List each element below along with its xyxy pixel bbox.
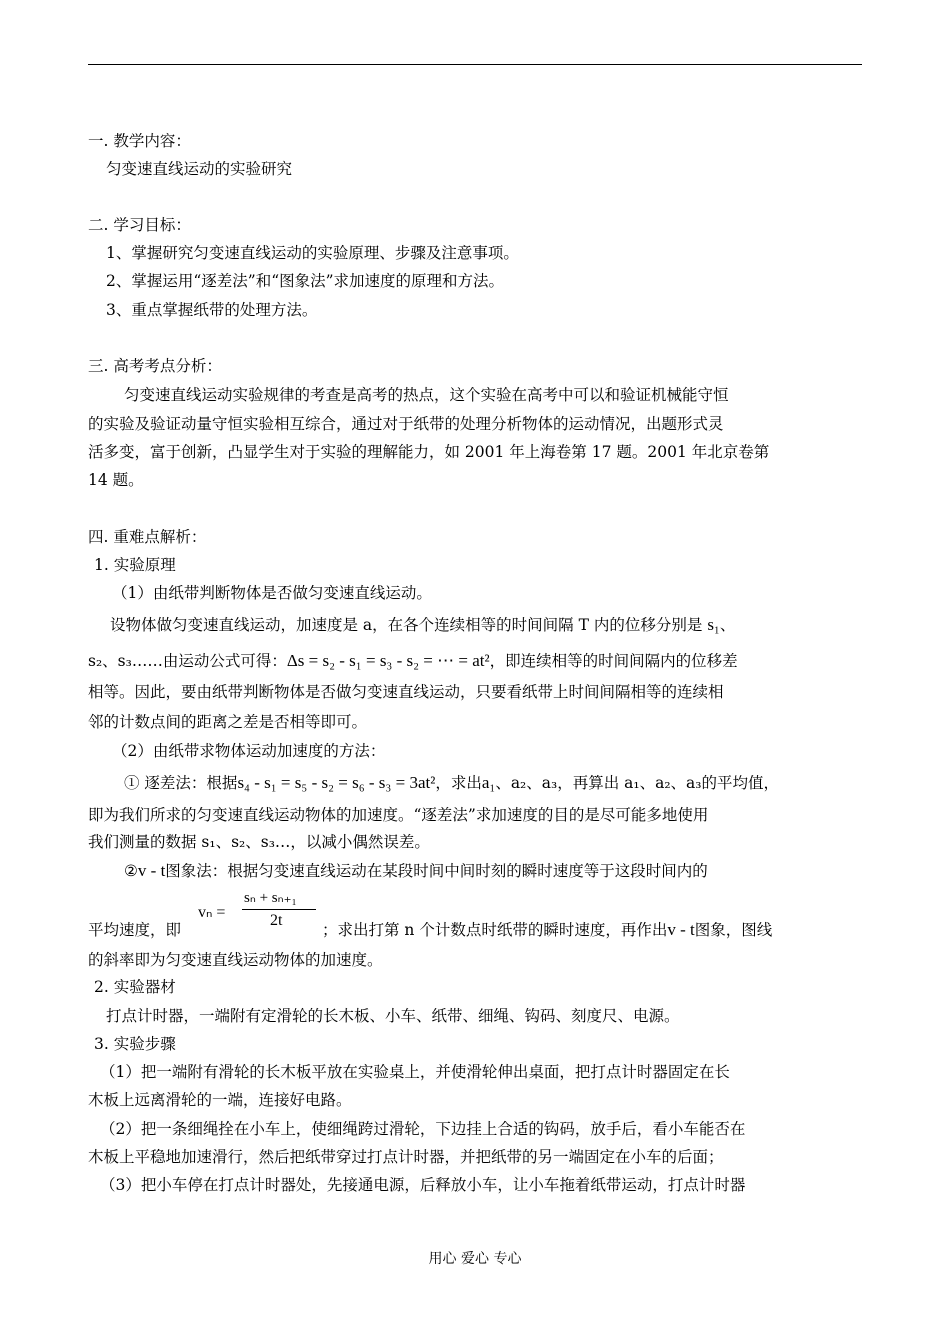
principle-line-1-end: 、 <box>719 616 736 634</box>
principle-sub-2: （2）由纸带求物体运动加速度的方法： <box>112 742 386 760</box>
step-line-3: （2）把一条细绳拴在小车上，使细绳跨过滑轮，下边挂上合适的钩码，放手后，看小车能否在 <box>100 1120 746 1138</box>
formula-vt: v - t <box>137 861 166 880</box>
method-2-line-2-start: 平均速度，即 <box>88 921 182 939</box>
analysis-line-2: 的实验及验证动量守恒实验相互综合，通过对于纸带的处理分析物体的运动情况，出题形式灵 <box>88 415 724 433</box>
step-line-4: 木板上平稳地加速滑行，然后把纸带穿过打点计时器，并把纸带的另一端固定在小车的后面； <box>88 1148 724 1166</box>
formula-vn-numerator: sₙ + sₙ₊₁ <box>244 890 297 906</box>
method-1-text-b: ，求出 <box>435 774 482 792</box>
section-2-heading: 二. 学习目标： <box>88 216 191 234</box>
principle-sub-1: （1）由纸带判断物体是否做匀变速直线运动。 <box>112 584 432 602</box>
principle-line-1-text: 设物体做匀变速直线运动，加速度是 a，在各个连续相等的时间间隔 T 内的位移分别是 <box>110 616 703 634</box>
method-1-label: ① 逐差法：根据 <box>124 774 238 792</box>
method-2-line-3: 的斜率即为匀变速直线运动物体的加速度。 <box>88 951 383 969</box>
section-3-heading: 三. 高考考点分析： <box>88 357 222 375</box>
principle-line-2-end: ，即连续相等的时间间隔内的位移差 <box>489 652 738 670</box>
step-line-5: （3）把小车停在打点计时器处，先接通电源，后释放小车，让小车拖着纸带运动，打点计时器 <box>100 1176 746 1194</box>
formula-vt-2: v - t <box>667 920 695 939</box>
formula-a1: a₁ <box>481 773 496 792</box>
formula-s1: s₁ <box>707 615 720 634</box>
goal-item-3: 3、重点掌握纸带的处理方法。 <box>106 301 318 319</box>
step-line-1: （1）把一端附有滑轮的长木板平放在实验桌上，并使滑轮伸出桌面，把打点计时器固定在长 <box>100 1063 730 1081</box>
method-2-line-1 <box>124 860 708 882</box>
formula-vn-lhs: vₙ = <box>198 904 226 921</box>
method-1-text-c: 、a₂、a₃，再算出 a₁、a₂、a₃的平均值， <box>495 774 780 792</box>
method-2-line-2-end <box>322 919 772 941</box>
analysis-line-4: 14 题。 <box>88 471 144 489</box>
method-2-line-2-text: ；求出打第 n 个计数点时纸带的瞬时速度，再作出 <box>322 921 668 939</box>
principle-line-2-text: s₂、s₃……由运动公式可得： <box>88 652 287 670</box>
principle-line-3: 相等。因此，要由纸带判断物体是否做匀变速直线运动，只要看纸带上时间间隔相等的连续相 <box>88 683 724 701</box>
goal-item-1: 1、掌握研究匀变速直线运动的实验原理、步骤及注意事项。 <box>106 244 519 262</box>
principle-line-4: 邻的计数点间的距离之差是否相等即可。 <box>88 713 368 731</box>
principle-line-1 <box>110 614 735 636</box>
steps-title: 3. 实验步骤 <box>94 1035 176 1053</box>
method-2-label: ② <box>124 862 138 880</box>
analysis-line-1: 匀变速直线运动实验规律的考查是高考的热点，这个实验在高考中可以和验证机械能守恒 <box>124 386 729 404</box>
equipment-text: 打点计时器，一端附有定滑轮的长木板、小车、纸带、细绳、钩码、刻度尺、电源。 <box>106 1007 680 1025</box>
section-4-heading: 四. 重难点解析： <box>88 528 207 546</box>
method-2-line-2-tail: 图象，图线 <box>694 921 773 939</box>
section-1-text: 匀变速直线运动的实验研究 <box>106 160 293 178</box>
header-rule <box>88 64 862 65</box>
method-1-line-3: 我们测量的数据 s₁、s₂、s₃…，以减小偶然误差。 <box>88 833 430 851</box>
equipment-title: 2. 实验器材 <box>94 978 176 996</box>
section-1-heading: 一. 教学内容： <box>88 132 191 150</box>
method-1-line-2: 即为我们所求的匀变速直线运动物体的加速度。“逐差法”求加速度的目的是尽可能多地使用 <box>88 806 709 824</box>
goal-item-2: 2、掌握运用“逐差法”和“图象法”求加速度的原理和方法。 <box>106 272 505 290</box>
page-footer: 用心 爱心 专心 <box>428 1251 522 1267</box>
formula-vn-fraction-bar <box>242 909 316 910</box>
step-line-2: 木板上远离滑轮的一端，连接好电路。 <box>88 1091 352 1109</box>
formula-vn-denominator: 2t <box>270 912 283 929</box>
formula-zhucha: s₄ - s₁ = s₅ - s₂ = s₆ - s₃ = 3at² <box>237 773 436 792</box>
method-2-text: 图象法：根据匀变速直线运动在某段时间中间时刻的瞬时速度等于这段时间内的 <box>165 862 708 880</box>
formula-delta-s: Δs = s₂ - s₁ = s₃ - s₂ = ⋯ = at² <box>286 651 490 670</box>
method-1-line-1 <box>124 772 779 794</box>
principle-title: 1. 实验原理 <box>94 556 176 574</box>
principle-line-2 <box>88 650 738 672</box>
analysis-line-3: 活多变，富于创新，凸显学生对于实验的理解能力，如 2001 年上海卷第 17 题。2001 年北京卷第 <box>88 443 770 461</box>
